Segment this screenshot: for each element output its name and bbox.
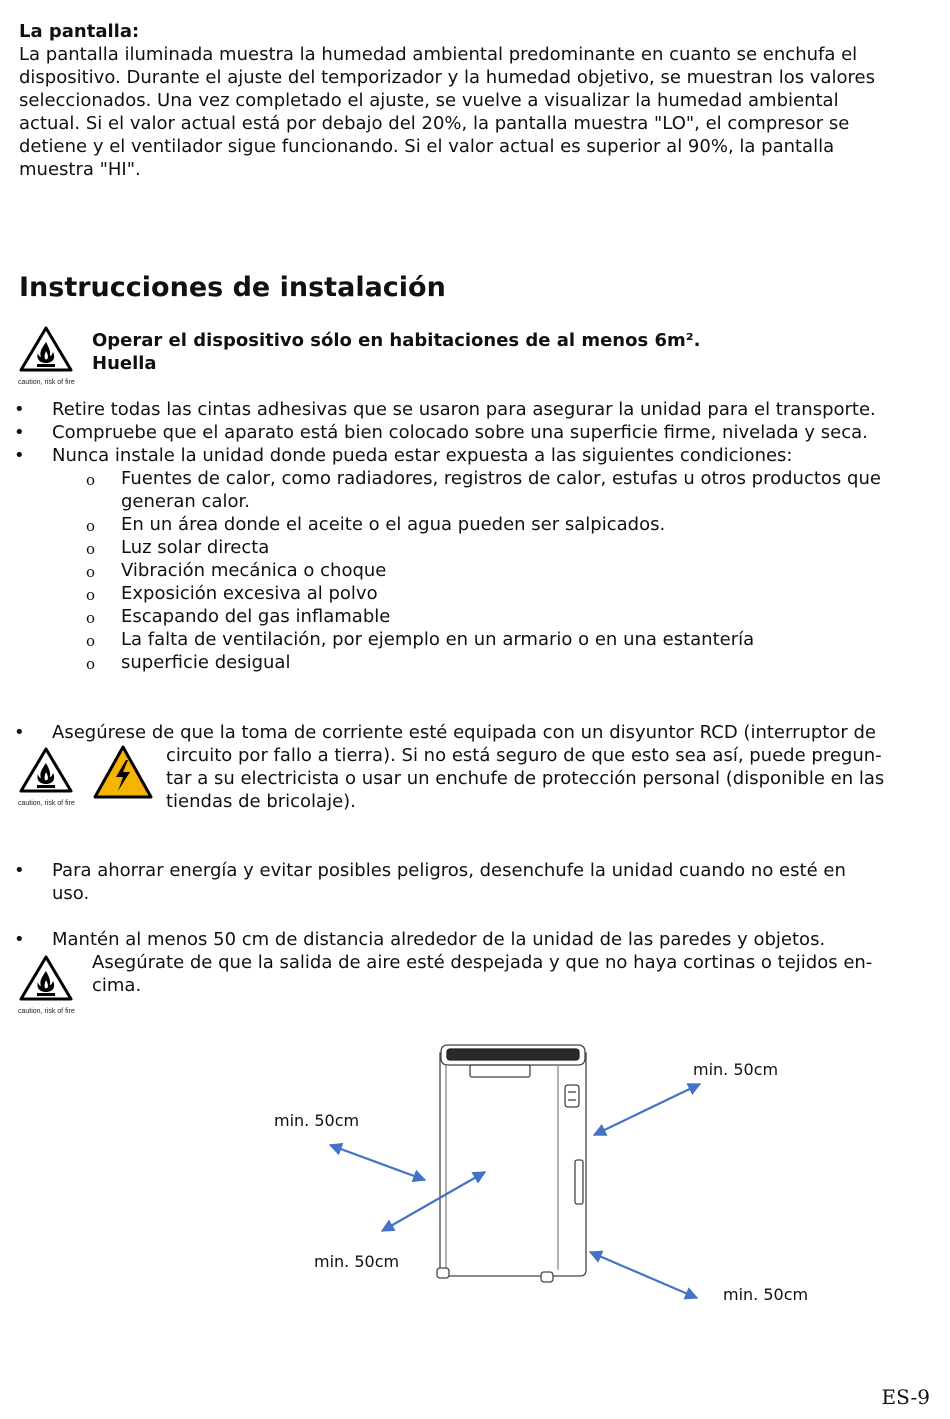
bullet-marker: •	[14, 722, 25, 743]
conditions-list	[0, 467, 950, 677]
bullet-marker: •	[14, 422, 25, 443]
rcd-continuation	[166, 744, 932, 813]
fire-warning-icon	[18, 954, 74, 1002]
paragraph-line: actual. Si el valor actual está por debajo del 20%, la pantalla muestra "LO", el compresor se	[19, 113, 850, 134]
list-item: Vibración mecánica o choque	[121, 560, 387, 581]
fire-warning-icon	[18, 325, 74, 373]
list-item: Retire todas las cintas adhesivas que se usaron para asegurar la unidad para el transporte.	[52, 399, 876, 420]
fire-warning-sign	[18, 746, 74, 808]
paragraph-line: circuito por fallo a tierra). Si no está seguro de que esto sea así, puede pregun-	[166, 745, 882, 766]
paragraph-line: Para ahorrar energía y evitar posibles peligros, desenchufe la unidad cuando no esté en	[52, 860, 846, 881]
rcd-first-line: Asegúrese de que la toma de corriente esté equipada con un disyuntor RCD (interruptor de	[52, 722, 876, 743]
bullet-list	[0, 398, 950, 467]
clearance-label: min. 50cm	[274, 1111, 360, 1130]
list-item: superficie desigual	[121, 652, 291, 673]
paragraph-line: uso.	[52, 883, 90, 904]
paragraph-line: detiene y el ventilador sigue funcionando. Si el valor actual es superior al 90%, la pantalla	[19, 136, 835, 157]
paragraph-line: seleccionados. Una vez completado el ajuste, se vuelve a visualizar la humedad ambiental	[19, 90, 839, 111]
list-item: La falta de ventilación, por ejemplo en un armario o en una estantería	[121, 629, 755, 650]
paragraph-line: La pantalla iluminada muestra la humedad ambiental predominante en cuanto se enchufa el	[19, 44, 858, 65]
list-item: En un área donde el aceite o el agua pueden ser salpicados.	[121, 514, 666, 535]
sub-bullet-marker: o	[86, 563, 96, 581]
warning-line: Huella	[92, 353, 157, 374]
bullet-marker: •	[14, 929, 25, 950]
distance-continuation	[92, 951, 932, 997]
clearance-label: min. 50cm	[314, 1252, 400, 1271]
paragraph-line: muestra "HI".	[19, 159, 141, 180]
paragraph-line: cima.	[92, 975, 142, 996]
paragraph-line: Asegúrate de que la salida de aire esté despejada y que no haya cortinas o tejidos en-	[92, 952, 873, 973]
paragraph-line: tiendas de bricolaje).	[166, 791, 356, 812]
dehumidifier-illustration	[437, 1045, 586, 1282]
list-item-line: Fuentes de calor, como radiadores, registros de calor, estufas u otros productos que	[121, 468, 881, 489]
electric-shock-warning-icon	[92, 744, 154, 800]
sub-bullet-marker: o	[86, 517, 96, 535]
list-item-line: generan calor.	[121, 491, 250, 512]
warning-line: Operar el dispositivo sólo en habitaciones de al menos 6m².	[92, 330, 701, 351]
sub-bullet-marker: o	[86, 655, 96, 673]
bullet-marker: •	[14, 399, 25, 420]
clearance-label: min. 50cm	[723, 1285, 809, 1304]
fire-warning-sign	[18, 325, 74, 387]
sub-bullet-marker: o	[86, 471, 96, 489]
energy-item	[52, 859, 932, 905]
fire-warning-sign	[18, 954, 74, 1016]
paragraph-line: dispositivo. Durante el ajuste del temporizador y la humedad objetivo, se muestran los valores	[19, 67, 875, 88]
distance-first-line: Mantén al menos 50 cm de distancia alrededor de la unidad de las paredes y objetos.	[52, 929, 826, 950]
fire-caption: caution, risk of fire	[18, 379, 75, 386]
bullet-marker: •	[14, 860, 25, 881]
list-item: Escapando del gas inflamable	[121, 606, 391, 627]
sub-bullet-marker: o	[86, 540, 96, 558]
page-number: ES-9	[881, 1385, 930, 1409]
arrow-right-bottom	[590, 1252, 697, 1298]
clearance-label: min. 50cm	[693, 1060, 779, 1079]
list-item: Luz solar directa	[121, 537, 270, 558]
fire-caption: caution, risk of fire	[18, 800, 75, 807]
sub-bullet-marker: o	[86, 632, 96, 650]
arrow-right-top	[594, 1084, 700, 1135]
sub-bullet-marker: o	[86, 586, 96, 604]
fire-caption: caution, risk of fire	[18, 1008, 75, 1015]
sub-bullet-marker: o	[86, 609, 96, 627]
install-heading: Instrucciones de instalación	[19, 272, 446, 303]
list-item: Compruebe que el aparato está bien colocado sobre una superficie firme, nivelada y seca.	[52, 422, 868, 443]
display-paragraph	[19, 43, 931, 181]
list-item	[121, 467, 931, 513]
room-size-warning	[92, 329, 932, 375]
list-item: Nunca instale la unidad donde pueda estar expuesta a las siguientes condiciones:	[52, 445, 793, 466]
bullet-marker: •	[14, 445, 25, 466]
list-item: Exposición excesiva al polvo	[121, 583, 378, 604]
display-heading: La pantalla:	[19, 21, 140, 42]
paragraph-line: tar a su electricista o usar un enchufe de protección personal (disponible en las	[166, 768, 885, 789]
arrow-left-top	[330, 1145, 425, 1180]
fire-warning-icon	[18, 746, 74, 794]
arrow-left-bottom	[382, 1172, 485, 1231]
